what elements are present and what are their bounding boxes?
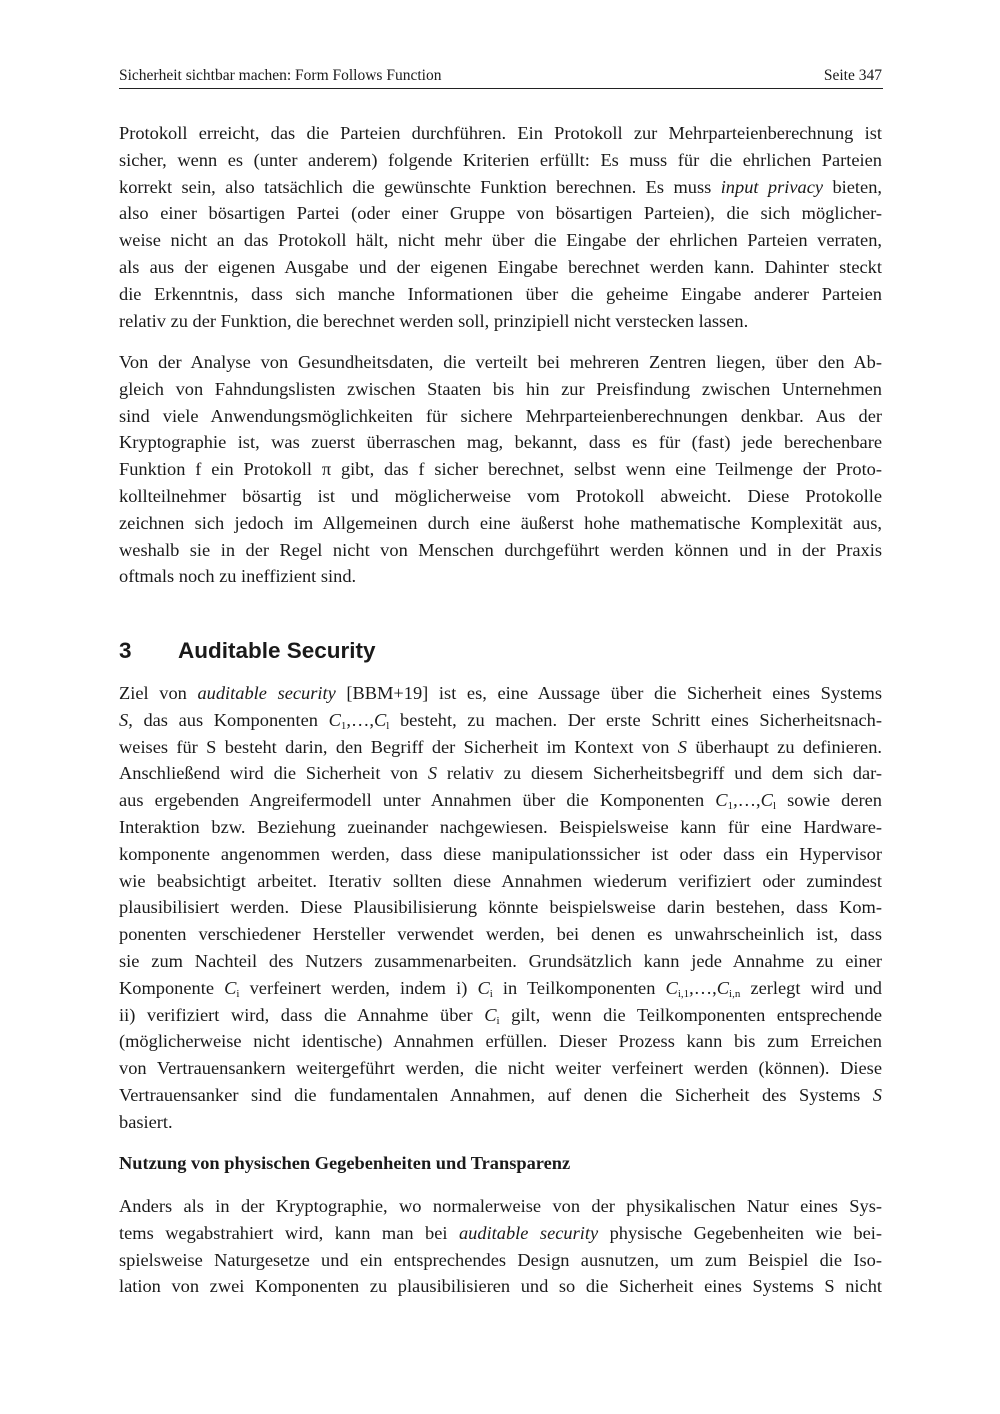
text-line [119,376,882,402]
text-run: zerlegt wird und [740,978,882,998]
section-number: 3 [119,638,132,663]
subscript: l [386,720,390,732]
text-run: ,…, [689,978,717,998]
section-title: Auditable Security [178,638,376,663]
text-run: gleich von Fahndungslisten zwischen Staaten bis hin zur Preisfindung zwischen Unternehmen [119,379,882,399]
text-run: sie zum Nachteil des Nutzers zusammenarbeiten. Grundsätzlich kann jede Annahme zu einer [119,951,882,971]
text-run: sowie deren [776,790,882,810]
text-run: besteht, zu machen. Der erste Schritt eines Sicherheitsnach- [389,710,882,730]
text-run: Protokoll erreicht, das die Parteien durchführen. Ein Protokoll zur Mehrparteienberechnung ist [119,123,882,143]
text-line [119,308,882,334]
text-line [119,921,882,947]
text-line [119,1247,882,1273]
text-line [119,1193,882,1219]
subsection-heading: Nutzung von physischen Gegebenheiten und Transparenz [119,1153,571,1173]
text-run: (möglicherweise nicht identische) Annahmen erfüllen. Dieser Prozess kann bis zum Erreichen [119,1031,882,1051]
subscript: i [489,988,493,1000]
italic-term: C [328,710,341,730]
text-run: gilt, wenn die Teilkomponenten entsprechende [499,1005,882,1025]
text-run: ,…, [346,710,374,730]
text-run: Vertrauensanker sind die fundamentalen Annahmen, auf denen die Sicherheit des Systems [119,1085,873,1105]
text-line [119,707,882,733]
subscript: i,1 [677,988,690,1000]
text-run: lation von zwei Komponenten zu plausibilisieren und so die Sicherheit eines Systems S nicht [119,1276,882,1296]
text-run: Anders als in der Kryptographie, wo normalerweise von der physikalischen Natur eines Sys- [119,1196,882,1216]
subscript: l [772,800,776,812]
italic-term: C [716,978,730,998]
text-line [119,814,882,840]
italic-term: C [373,710,387,730]
text-run: plausibilisiert werden. Diese Plausibilisierung könnte beispielsweise darin bestehen, dass Kom- [119,897,882,917]
text-line [119,1055,882,1081]
text-run: sind viele Anwendungsmöglichkeiten für sichere Mehrparteienberechnungen denkbar. Aus der [119,406,882,426]
text-run: Kryptographie ist, was zuerst überraschen mag, bekannt, dass es für (fast) jede berechenbare [119,432,882,452]
text-line [119,281,882,307]
text-run: relativ zu der Funktion, die berechnet werden soll, prinzipiell nicht verstecken lassen. [119,311,749,331]
running-header [119,66,883,89]
italic-term: C [665,978,678,998]
text-line [119,510,882,536]
text-line [119,456,882,482]
text-run: [BBM+19] ist es, eine Aussage über die Sicherheit eines Systems [335,683,882,703]
text-run: , das aus Komponenten [128,710,329,730]
text-line [119,563,882,589]
text-line [119,1109,882,1135]
text-line [119,120,882,146]
text-run: von Vertrauensankern weitergeführt werden, die nicht weiter verfeinert werden (können). Diese [119,1058,882,1078]
italic-term: input privacy [720,177,824,197]
text-line [119,1028,882,1054]
text-run: weises für S besteht darin, den Begriff der Sicherheit im Kontext von [119,737,678,757]
text-run: weshalb sie in der Regel nicht von Menschen durchgeführt werden können und in der Praxis [119,540,882,560]
text-run: relativ zu diesem Sicherheitsbegriff und dem sich dar- [437,763,882,783]
text-line [119,787,882,813]
italic-term: C [760,790,773,810]
text-run: Von der Analyse von Gesundheitsdaten, die verteilt bei mehreren Zentren liegen, über den Ab- [119,352,882,372]
text-line [119,948,882,974]
text-line [119,349,882,375]
text-run: Interaktion bzw. Beziehung zueinander nachgewiesen. Beispielsweise kann für eine Hardware- [119,817,882,837]
text-line [119,537,882,563]
text-line [119,147,882,173]
text-run: aus ergebenden Angreifermodell unter Annahmen über die Komponenten [119,790,716,810]
text-line [119,1220,882,1246]
text-run: Funktion f ein Protokoll π gibt, das f sicher berechnet, selbst wenn eine Teilmenge der Proto- [119,459,882,479]
text-line [119,1082,882,1108]
text-line [119,483,882,509]
text-run: überhaupt zu definieren. [686,737,883,757]
text-run: Ziel von [119,683,198,703]
text-run: wie beabsichtigt arbeitet. Iterativ sollten diese Annahmen wiederum verifiziert oder zumindest [119,871,882,891]
text-line [119,174,882,200]
text-run: als aus der eigenen Ausgabe und der eigenen Eingabe berechnet werden kann. Dahinter steckt [119,257,882,277]
text-run: oftmals noch zu ineffizient sind. [119,566,357,586]
text-run: weise nicht an das Protokoll hält, nicht mehr über die Eingabe der ehrlichen Parteien verraten, [119,230,882,250]
text-run: komponente angenommen werden, dass diese manipulationssicher ist oder dass ein Hypervisor [119,844,882,864]
text-run: ii) verifiziert wird, dass die Annahme über [119,1005,485,1025]
italic-term: C [477,978,490,998]
text-run: sicher, wenn es (unter anderem) folgende Kriterien erfüllt: Es muss für die ehrlichen Parteien [119,150,882,170]
text-run: tems wegabstrahiert wird, kann man bei [119,1223,459,1243]
text-run: verfeinert werden, indem i) [239,978,478,998]
text-run: physische Gegebenheiten wie bei- [598,1223,882,1243]
subscript: 1 [340,720,347,732]
text-line [119,894,882,920]
text-run: in Teilkomponenten [492,978,666,998]
text-line [119,680,882,706]
subscript: i [236,988,240,1000]
text-run: Anschließend wird die Sicherheit von [119,763,428,783]
italic-term: auditable security [197,683,336,703]
text-run: kollteilnehmer bösartig ist und möglicherweise vom Protokoll abweicht. Diese Protokolle [119,486,882,506]
text-line [119,227,882,253]
italic-term: S [677,737,687,757]
italic-term: S [119,710,129,730]
text-run: ponenten verschiedener Hersteller verwendet werden, bei denen es unwahrscheinlich ist, dass [119,924,882,944]
text-line [119,200,882,226]
text-run: also einer bösartigen Partei (oder einer Gruppe von bösartigen Parteien), die sich möglicher- [119,203,882,223]
text-line [119,254,882,280]
text-line [119,868,882,894]
text-line [119,1002,882,1028]
running-title: Sicherheit sichtbar machen: Form Follows Function [119,67,442,84]
text-run: ,…, [733,790,761,810]
text-run: zeichnen sich jedoch im Allgemeinen durch eine äußerst hohe mathematische Komplexität aus, [119,513,882,533]
text-run: spielsweise Naturgesetze und ein entsprechendes Design ausnutzen, um zum Beispiel die Iso- [119,1250,882,1270]
text-run: Komponente [119,978,225,998]
text-line [119,1273,882,1299]
italic-term: C [224,978,237,998]
text-line [119,734,882,760]
text-run: korrekt sein, also tatsächlich die gewünschte Funktion berechnen. Es muss [119,177,721,197]
italic-term: C [715,790,728,810]
subscript: i,n [729,988,741,1000]
text-line [119,403,882,429]
subscript: i [496,1015,500,1027]
italic-term: S [427,763,438,783]
text-line [119,760,882,786]
text-line [119,429,882,455]
text-line [119,975,882,1001]
text-run: die Erkenntnis, dass sich manche Informationen über die geheime Eingabe anderer Parteien [119,284,882,304]
page-number: Seite 347 [823,67,882,84]
text-run: bieten, [823,177,882,197]
subscript: 1 [727,800,734,812]
italic-term: S [872,1085,882,1105]
italic-term: C [484,1005,497,1025]
italic-term: auditable security [458,1223,599,1243]
text-line [119,841,882,867]
text-run: basiert. [119,1112,173,1132]
